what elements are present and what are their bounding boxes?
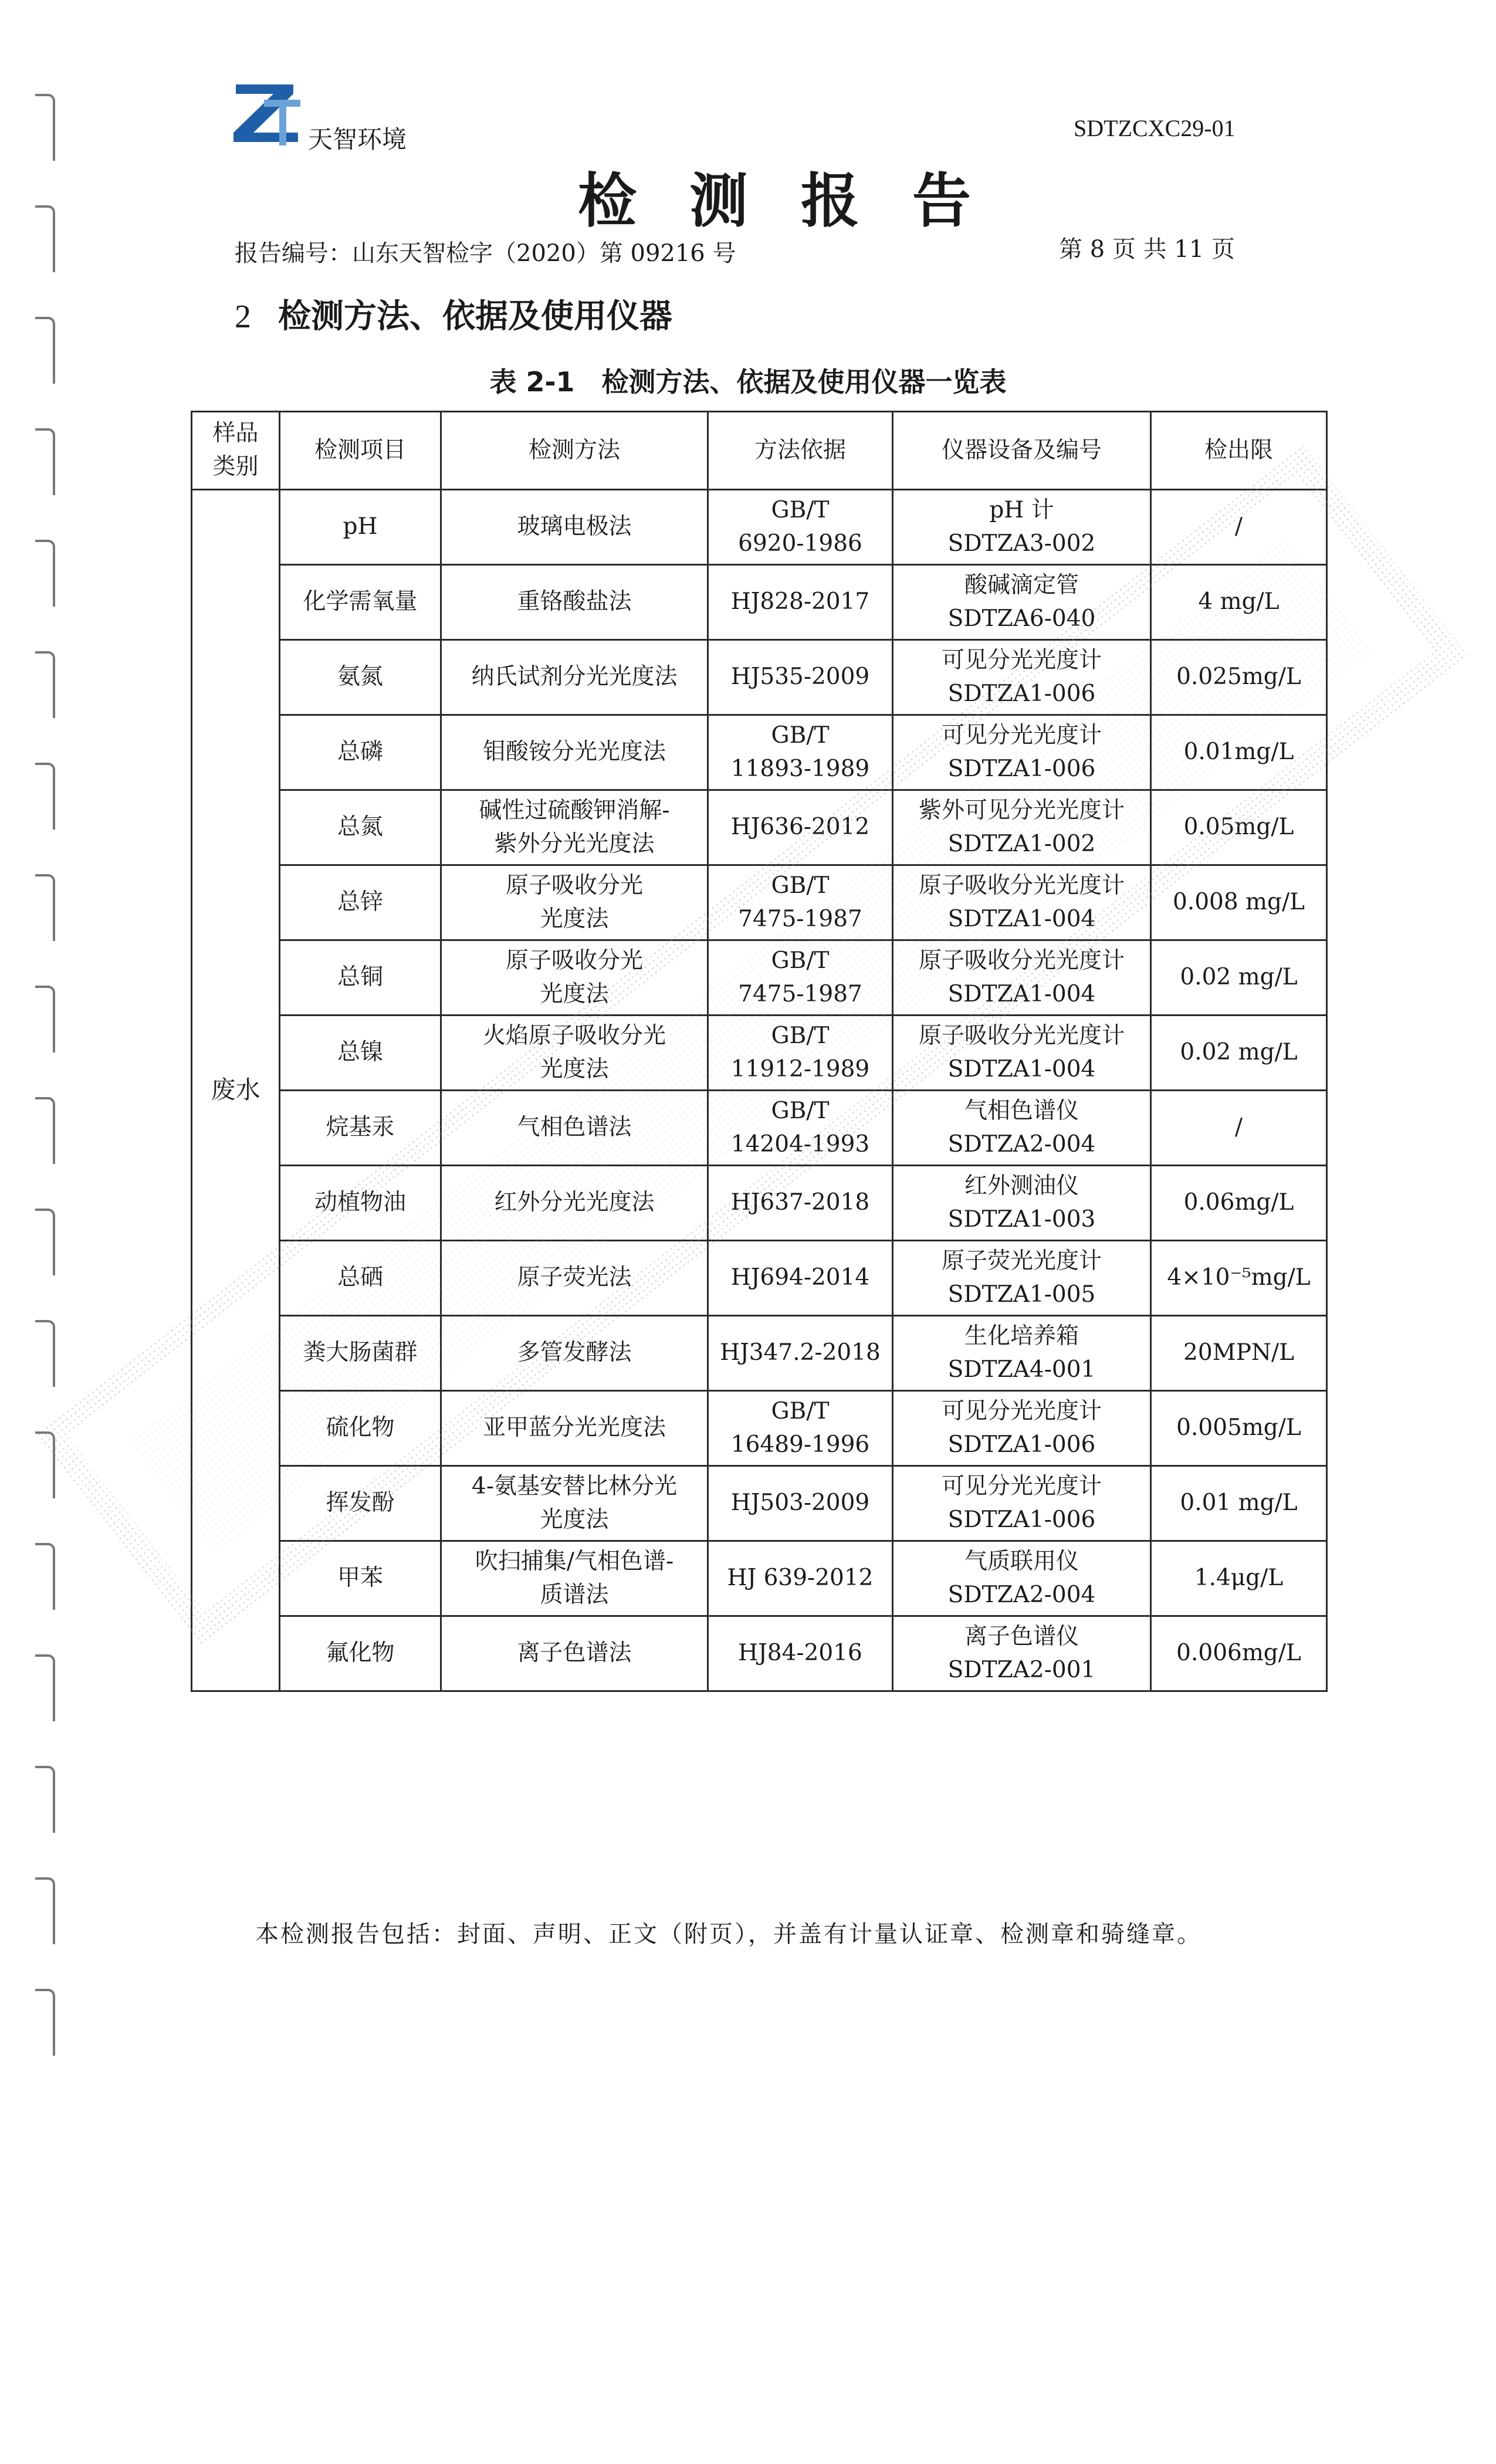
header-cell: 方法依据 — [708, 412, 893, 490]
limit-cell: 0.025mg/L — [1151, 640, 1327, 715]
basis-cell: GB/T 7475-1987 — [708, 940, 893, 1016]
method-cell: 原子吸收分光 光度法 — [441, 940, 708, 1016]
method-cell: 亚甲蓝分光光度法 — [441, 1391, 708, 1466]
item-cell: 硫化物 — [280, 1391, 441, 1466]
method-cell: 钼酸铵分光光度法 — [441, 715, 708, 790]
instrument-cell: 原子吸收分光光度计 SDTZA1-004 — [893, 865, 1151, 940]
table-caption: 表 2-1 检测方法、依据及使用仪器一览表 — [489, 366, 1007, 398]
instrument-cell: 可见分光光度计 SDTZA1-006 — [893, 640, 1151, 715]
section-heading — [235, 290, 672, 337]
basis-cell: GB/T 16489-1996 — [708, 1391, 893, 1466]
limit-cell: 4×10⁻⁵mg/L — [1151, 1241, 1327, 1316]
methods-table — [191, 411, 1328, 1692]
table-row — [192, 1091, 1327, 1166]
table-row — [192, 1616, 1327, 1691]
binding-marks — [23, 59, 59, 2053]
basis-cell: HJ 639-2012 — [708, 1541, 893, 1616]
item-cell: 动植物油 — [280, 1166, 441, 1241]
item-cell: 氟化物 — [280, 1616, 441, 1691]
instrument-cell: 红外测油仪 SDTZA1-003 — [893, 1166, 1151, 1241]
instrument-cell: 原子吸收分光光度计 SDTZA1-004 — [893, 1016, 1151, 1091]
instrument-cell: 原子吸收分光光度计 SDTZA1-004 — [893, 940, 1151, 1016]
table-row — [192, 790, 1327, 865]
item-cell: 烷基汞 — [280, 1091, 441, 1166]
instrument-cell: 离子色谱仪 SDTZA2-001 — [893, 1616, 1151, 1691]
limit-cell: 0.06mg/L — [1151, 1166, 1327, 1241]
limit-cell: 4 mg/L — [1151, 565, 1327, 640]
method-cell: 气相色谱法 — [441, 1091, 708, 1166]
method-cell: 离子色谱法 — [441, 1616, 708, 1691]
document-code: SDTZCXC29-01 — [1074, 115, 1236, 141]
limit-cell: / — [1151, 1091, 1327, 1166]
limit-cell: 0.01mg/L — [1151, 715, 1327, 790]
section-title: 检测方法、依据及使用仪器 — [278, 297, 672, 336]
table-row — [192, 940, 1327, 1016]
table-row — [192, 1391, 1327, 1466]
limit-cell: 0.006mg/L — [1151, 1616, 1327, 1691]
method-cell: 重铬酸盐法 — [441, 565, 708, 640]
basis-cell: HJ535-2009 — [708, 640, 893, 715]
basis-cell: HJ637-2018 — [708, 1166, 893, 1241]
instrument-cell: 生化培养箱 SDTZA4-001 — [893, 1316, 1151, 1391]
instrument-cell: 紫外可见分光光度计 SDTZA1-002 — [893, 790, 1151, 865]
item-cell: 总硒 — [280, 1241, 441, 1316]
instrument-cell: 气质联用仪 SDTZA2-004 — [893, 1541, 1151, 1616]
table-row — [192, 1241, 1327, 1316]
table-row — [192, 1316, 1327, 1391]
item-cell: 化学需氧量 — [280, 565, 441, 640]
method-cell: 原子吸收分光 光度法 — [441, 865, 708, 940]
method-cell: 多管发酵法 — [441, 1316, 708, 1391]
item-cell: 总锌 — [280, 865, 441, 940]
table-row — [192, 565, 1327, 640]
header-cell: 仪器设备及编号 — [893, 412, 1151, 490]
item-cell: 粪大肠菌群 — [280, 1316, 441, 1391]
page-info: 第 8 页 共 11 页 — [1059, 236, 1235, 263]
limit-cell: / — [1151, 490, 1327, 565]
basis-cell: HJ503-2009 — [708, 1466, 893, 1541]
basis-cell: GB/T 7475-1987 — [708, 865, 893, 940]
table-row — [192, 1466, 1327, 1541]
method-cell: 碱性过硫酸钾消解- 紫外分光光度法 — [441, 790, 708, 865]
item-cell: 总镍 — [280, 1016, 441, 1091]
table-row — [192, 865, 1327, 940]
table-row — [192, 1166, 1327, 1241]
item-cell: 甲苯 — [280, 1541, 441, 1616]
limit-cell: 0.008 mg/L — [1151, 865, 1327, 940]
basis-cell: HJ347.2-2018 — [708, 1316, 893, 1391]
item-cell: pH — [280, 490, 441, 565]
instrument-cell: 可见分光光度计 SDTZA1-006 — [893, 1466, 1151, 1541]
table-row — [192, 715, 1327, 790]
method-cell: 火焰原子吸收分光 光度法 — [441, 1016, 708, 1091]
limit-cell: 0.05mg/L — [1151, 790, 1327, 865]
report-number: 报告编号：山东天智检字（2020）第 09216 号 — [235, 240, 736, 267]
instrument-cell: 原子荧光光度计 SDTZA1-005 — [893, 1241, 1151, 1316]
basis-cell: HJ84-2016 — [708, 1616, 893, 1691]
company-logo-icon — [229, 76, 305, 147]
item-cell: 总铜 — [280, 940, 441, 1016]
method-cell: 原子荧光法 — [441, 1241, 708, 1316]
method-cell: 玻璃电极法 — [441, 490, 708, 565]
instrument-cell: 可见分光光度计 SDTZA1-006 — [893, 1391, 1151, 1466]
limit-cell: 0.01 mg/L — [1151, 1466, 1327, 1541]
table-row — [192, 490, 1327, 565]
instrument-cell: pH 计 SDTZA3-002 — [893, 490, 1151, 565]
header-cell: 检测方法 — [441, 412, 708, 490]
item-cell: 氨氮 — [280, 640, 441, 715]
section-number: 2 — [235, 299, 251, 335]
item-cell: 总磷 — [280, 715, 441, 790]
company-name: 天智环境 — [308, 125, 407, 154]
item-cell: 挥发酚 — [280, 1466, 441, 1541]
table-row — [192, 640, 1327, 715]
limit-cell: 0.02 mg/L — [1151, 1016, 1327, 1091]
header-cell: 检测项目 — [280, 412, 441, 490]
limit-cell: 1.4μg/L — [1151, 1541, 1327, 1616]
method-cell: 4-氨基安替比林分光 光度法 — [441, 1466, 708, 1541]
footer-note: 本检测报告包括：封面、声明、正文（附页），并盖有计量认证章、检测章和骑缝章。 — [255, 1921, 1202, 1948]
limit-cell: 0.005mg/L — [1151, 1391, 1327, 1466]
basis-cell: HJ694-2014 — [708, 1241, 893, 1316]
table-row — [192, 1541, 1327, 1616]
header-cell: 检出限 — [1151, 412, 1327, 490]
method-cell: 纳氏试剂分光光度法 — [441, 640, 708, 715]
limit-cell: 0.02 mg/L — [1151, 940, 1327, 1016]
method-cell: 红外分光光度法 — [441, 1166, 708, 1241]
basis-cell: HJ828-2017 — [708, 565, 893, 640]
report-title: 检测报告 — [578, 167, 1024, 235]
table-row — [192, 1016, 1327, 1091]
basis-cell: GB/T 11893-1989 — [708, 715, 893, 790]
sample-category-cell: 废水 — [192, 490, 280, 1691]
limit-cell: 20MPN/L — [1151, 1316, 1327, 1391]
instrument-cell: 酸碱滴定管 SDTZA6-040 — [893, 565, 1151, 640]
instrument-cell: 可见分光光度计 SDTZA1-006 — [893, 715, 1151, 790]
instrument-cell: 气相色谱仪 SDTZA2-004 — [893, 1091, 1151, 1166]
item-cell: 总氮 — [280, 790, 441, 865]
table-header-row — [192, 412, 1327, 490]
method-cell: 吹扫捕集/气相色谱- 质谱法 — [441, 1541, 708, 1616]
basis-cell: HJ636-2012 — [708, 790, 893, 865]
basis-cell: GB/T 6920-1986 — [708, 490, 893, 565]
header-cell: 样品 类别 — [192, 412, 280, 490]
basis-cell: GB/T 14204-1993 — [708, 1091, 893, 1166]
basis-cell: GB/T 11912-1989 — [708, 1016, 893, 1091]
